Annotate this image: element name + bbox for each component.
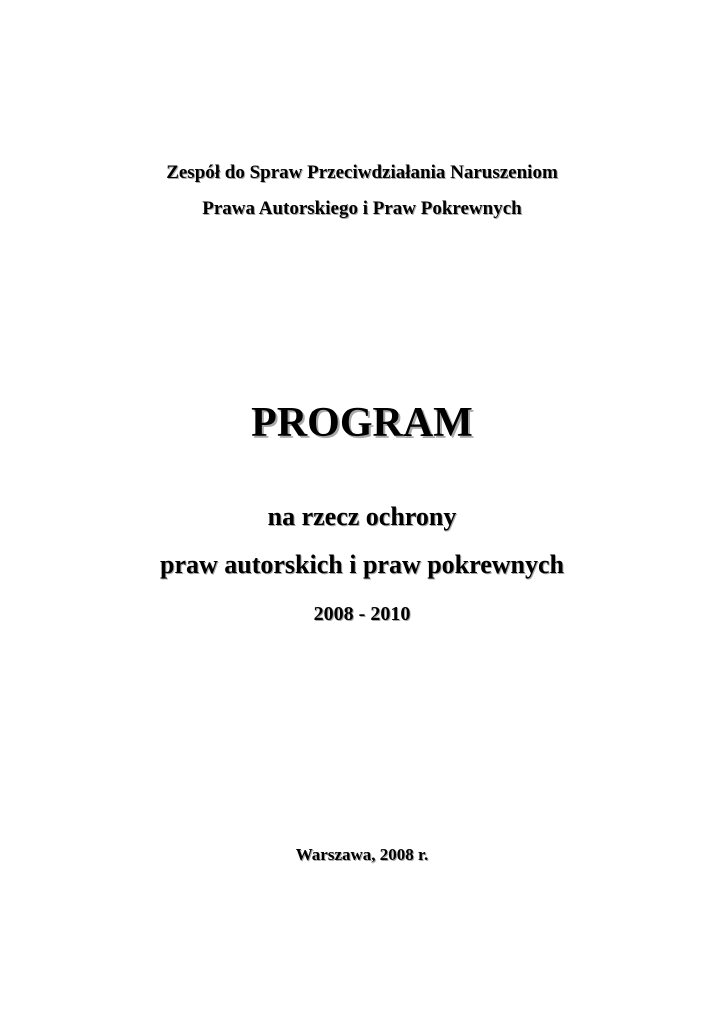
document-subtitle-line-1: na rzecz ochrony xyxy=(267,502,457,531)
program-years: 2008 - 2010 xyxy=(313,603,411,625)
document-title: PROGRAM xyxy=(251,400,473,446)
document-subtitle-line-2: praw autorskich i praw pokrewnych xyxy=(159,550,564,579)
organization-name-line-1: Zespół do Spraw Przeciwdziałania Naruszeniom xyxy=(166,162,558,183)
place-and-date: Warszawa, 2008 r. xyxy=(295,845,429,864)
organization-name-line-2: Prawa Autorskiego i Praw Pokrewnych xyxy=(202,198,522,219)
